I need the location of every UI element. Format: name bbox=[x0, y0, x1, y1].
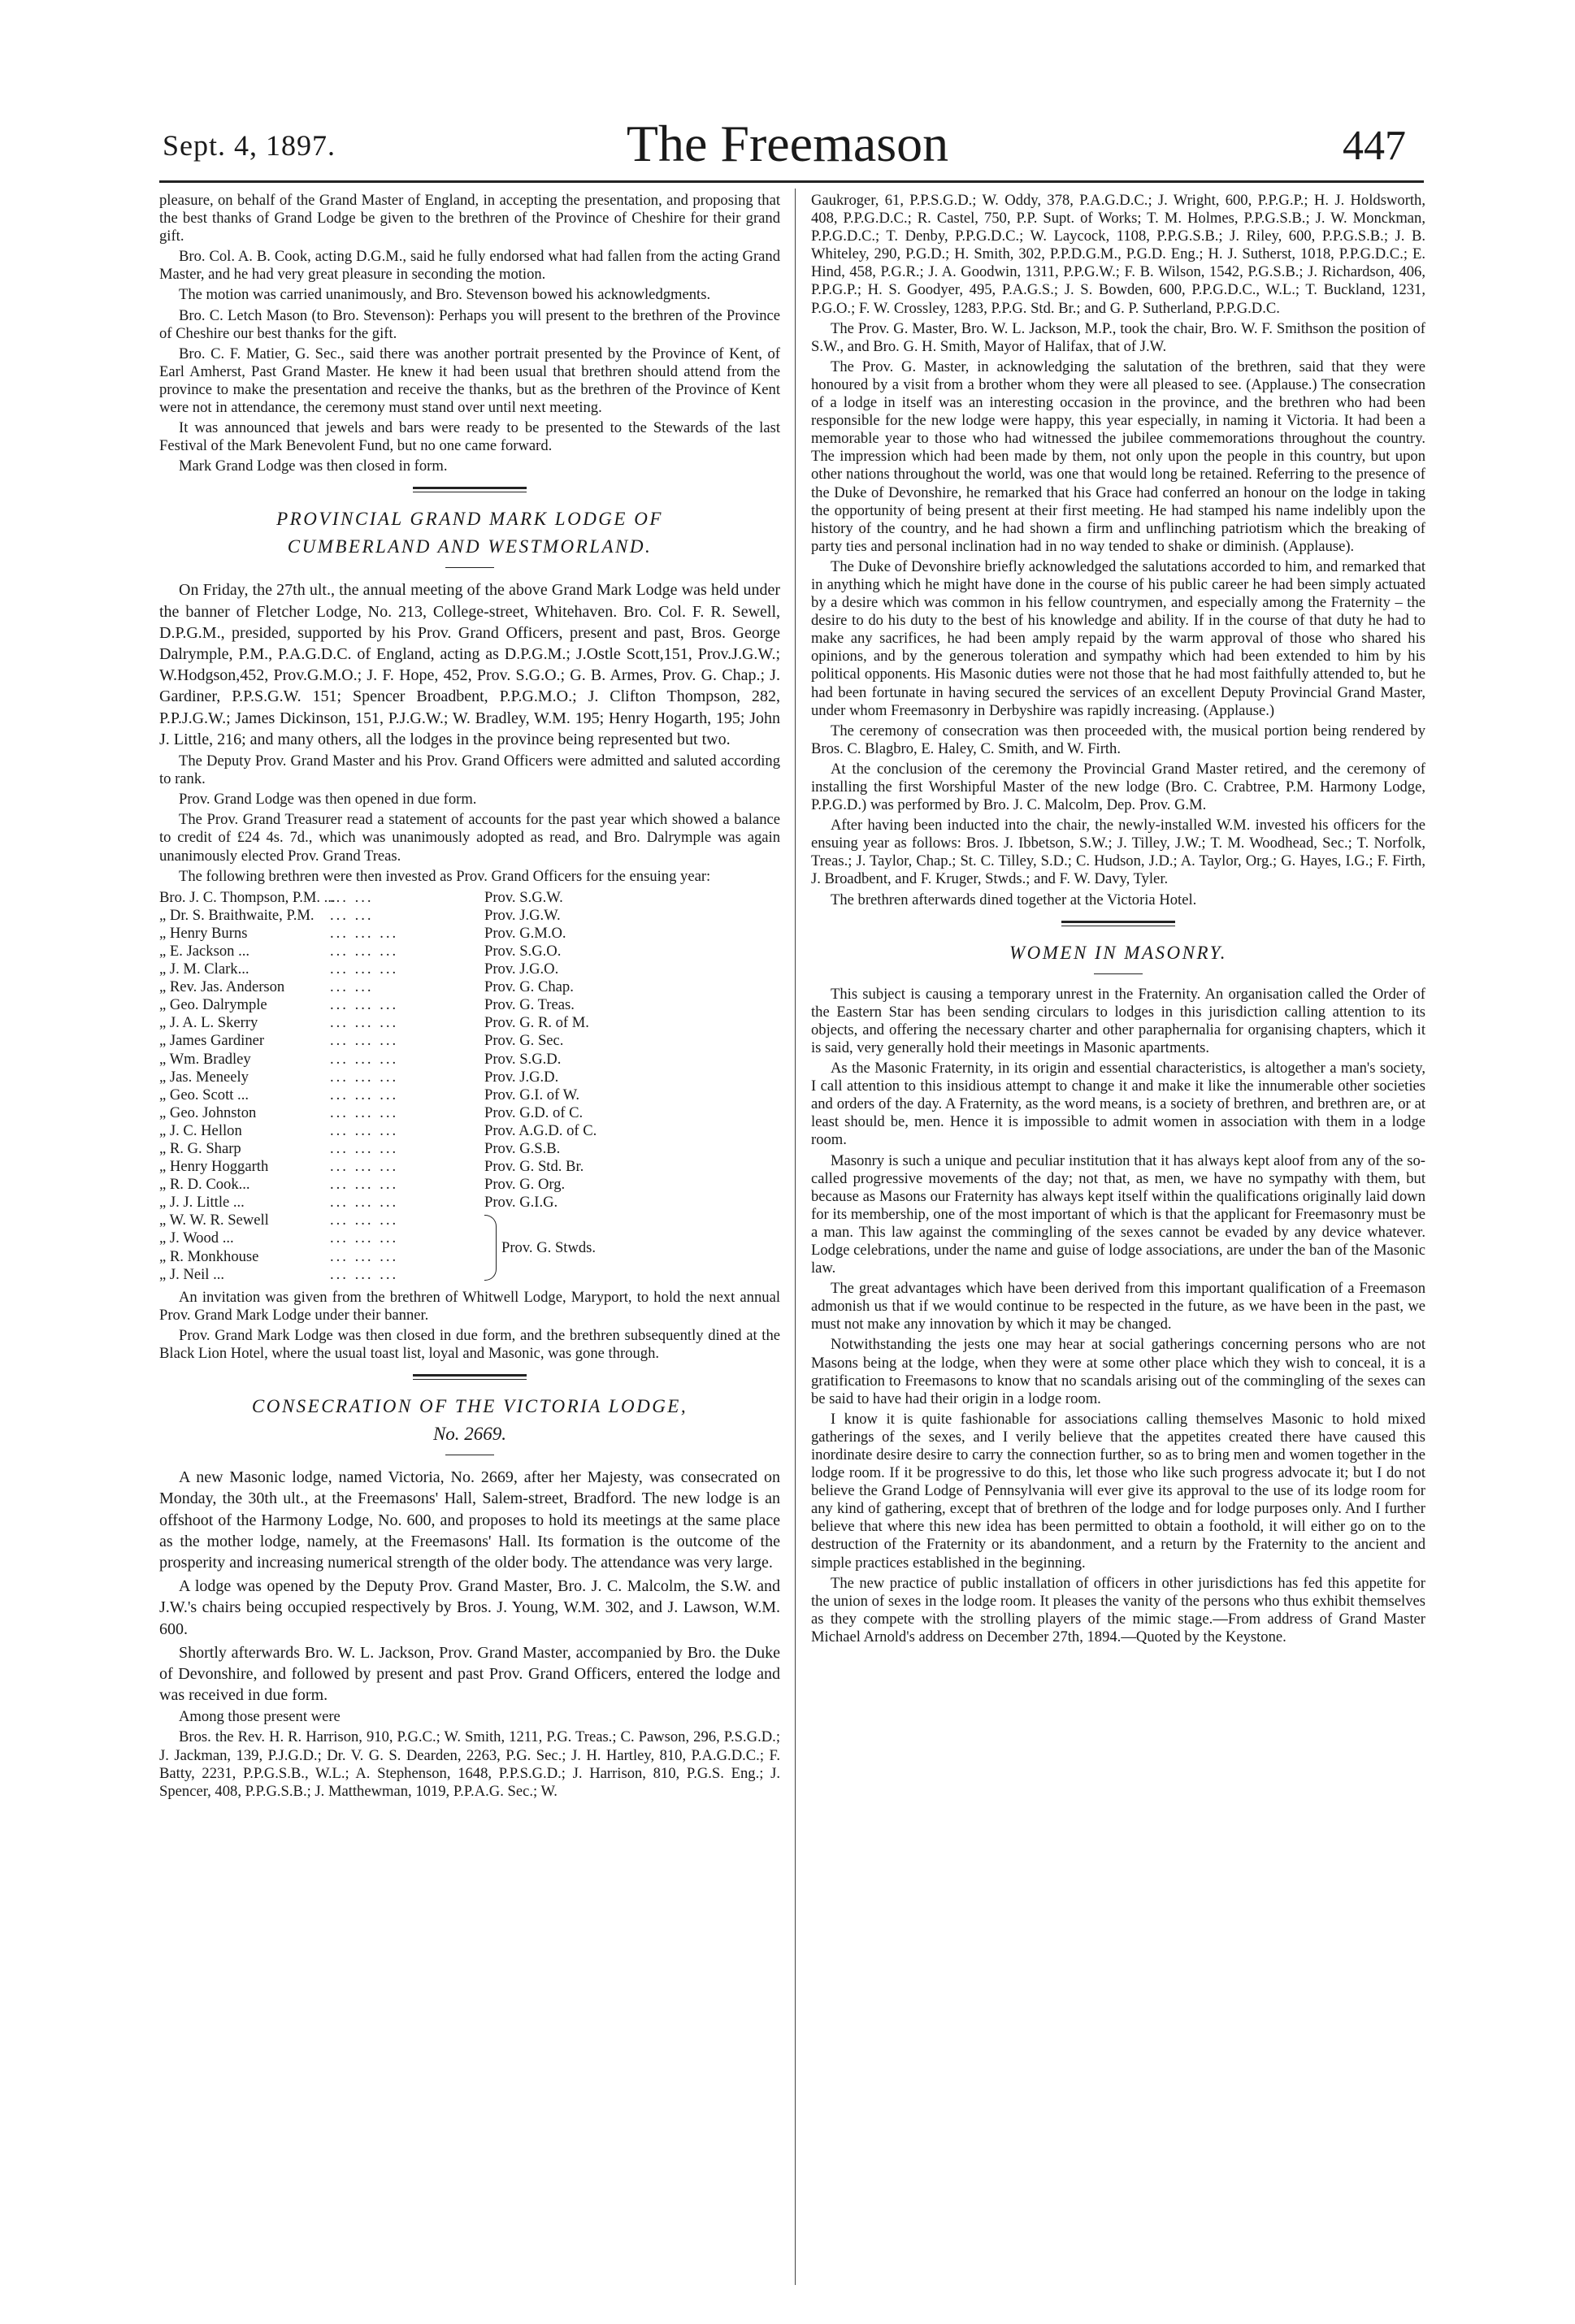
paragraph: A new Masonic lodge, named Victoria, No. 2669, after her Majesty, was consecrated on Monday, the 30th ult., at the Freemasons' Hall, Salem-street, Bradford. The new lodge is an offshoot of the Harmony Lodge, No. 600, and proposes to hold its meetings at the same place as the mother lodge, namely, at the Freemasons' Hall. Its formation is the outcome of the prosperity and increasing numerical strength of the older body. The attendance was very large. bbox=[159, 1468, 780, 1572]
paragraph: Bros. the Rev. H. R. Harrison, 910, P.G.C.; W. Smith, 1211, P.G. Treas.; C. Pawson, 296, P.S.G.D.; J. Jackman, 139, P.J.G.D.; Dr. V. G. S. Dearden, 2263, P.G. Sec.; J. H. Hartley, 810, P.A.G.D.C.; F. Batty, 2231, P.P.G.S.B., W.L.; A. Stephenson, 1648, P.P.S.G.D.; J. Harrison, 810, P.G.S. Eng.; J. Spencer, 408, P.P.G.S.B.; J. Matthewman, 1019, P.P.A.G. Sec.; W. bbox=[159, 1728, 780, 1800]
officer-office: Prov. G.M.O. bbox=[484, 924, 566, 942]
section-heading: PROVINCIAL GRAND MARK LODGE OF bbox=[276, 509, 663, 530]
page-number: 447 bbox=[1343, 123, 1406, 169]
officer-office: Prov. G. Std. Br. bbox=[484, 1158, 584, 1176]
officer-office: Prov. S.G.D. bbox=[484, 1050, 562, 1068]
paragraph: Bro. Col. A. B. Cook, acting D.G.M., said he fully endorsed what had fallen from the acting Grand Master, and he had very great pleasure in seconding the motion. bbox=[159, 248, 780, 284]
section-heading: CONSECRATION OF THE VICTORIA LODGE, bbox=[251, 1396, 688, 1417]
paragraph: At the conclusion of the ceremony the Provincial Grand Master retired, and the ceremony of installing the first Worshipful Master of the new lodge (Bro. C. Crabtree, P.M. Harmony Lodge, P.P.G.D.) was performed by Bro. J. C. Malcolm, Dep. Prov. G.M. bbox=[811, 760, 1425, 814]
officer-row bbox=[159, 1086, 780, 1104]
leader-dots: ... ... ... bbox=[330, 1014, 399, 1032]
officer-row bbox=[159, 978, 780, 996]
paragraph: Prov. Grand Mark Lodge was then closed in due form, and the brethren subsequently dined at the Black Lion Hotel, where the usual toast list, loyal and Masonic, was gone through. bbox=[159, 1326, 780, 1363]
officer-name: „ Geo. Johnston bbox=[159, 1103, 257, 1121]
leader-dots: ... ... ... bbox=[330, 1229, 399, 1247]
paragraph: This subject is causing a temporary unrest in the Fraternity. An organisation called the Order of the Eastern Star has been sending circulars to lodges in this jurisdiction calling attention to its objects, and offering the necessary charter and other paraphernalia for organising chapters, which it is said, very generally hold their meetings in Masonic apartments. bbox=[811, 985, 1425, 1056]
leader-dots: ... ... ... bbox=[330, 1068, 399, 1086]
officer-name: „ James Gardiner bbox=[159, 1032, 265, 1050]
leader-dots: ... ... bbox=[330, 906, 374, 924]
officer-name: „ R. D. Cook... bbox=[159, 1176, 250, 1194]
officer-row bbox=[159, 1248, 484, 1266]
right-column bbox=[811, 192, 1425, 1649]
paragraph: I know it is quite fashionable for associations calling themselves Masonic to hold mixed gatherings of the sexes, and I verily believe that the appetites created there have caused this inordinate desire desire to carry the connection further, so as to bring men and women together in the lodge room. If it be progressive to do this, let those who like such progress advocate it; but I do not believe the Grand Lodge of Pennsylvania will ever give its approval to the use of its lodge room for any kind of gathering, except that of brethren of the lodge and for lodge purposes only. And I further believe that where this new idea has been permitted to obtain a foothold, it will either go on to the destruction of the Fraternity or its abandonment, and a return by the Fraternity to the ancient and simple practices established in the beginning. bbox=[811, 1410, 1425, 1572]
officer-name: „ Rev. Jas. Anderson bbox=[159, 978, 285, 996]
officer-name: „ J. Wood ... bbox=[159, 1229, 234, 1247]
officer-name: „ J. C. Hellon bbox=[159, 1121, 242, 1139]
paragraph: As the Masonic Fraternity, in its origin and essential characteristics, is altogether a man's society, I call attention to this insidious attempt to change it and make it like the innumerable other societies and orders of the day. A Fraternity, as the word means, is a society of brethren, and brethren are, or at least should be, men. Hence it is impossible to admit women in association with them in a lodge room. bbox=[811, 1060, 1425, 1149]
section-heading: WOMEN IN MASONRY. bbox=[1009, 942, 1228, 963]
paragraph: The new practice of public installation of officers in other jurisdictions has fed this appetite for the union of sexes in the lodge room. It pleases the vanity of the persons who thus exhibit themselves as they compete with the strolling players of the mimic stage.—From address of Grand Master Michael Arnold's address on December 27th, 1894.—Quoted by the Keystone. bbox=[811, 1574, 1425, 1645]
officer-name: „ J. J. Little ... bbox=[159, 1194, 245, 1212]
header-rule bbox=[159, 180, 1424, 183]
officer-office: Prov. G. Treas. bbox=[484, 996, 575, 1014]
paragraph: After having been inducted into the chair, the newly-installed W.M. invested his officers for the ensuing year as follows: Bros. J. Ibbetson, S.W.; J. Tilley, J.W.; T. M. Woodhead, Sec.; T. Norfolk, Treas.; J. Taylor, Chap.; St. C. Tilley, S.D.; C. Hudson, J.D.; A. Taylor, Org.; G. Hayes, I.G.; F. Firth, J. Broadbent, and F. Kruger, Stwds.; and F. W. Davy, Tyler. bbox=[811, 817, 1425, 888]
officer-row bbox=[159, 943, 780, 960]
officer-office: Prov. A.G.D. of C. bbox=[484, 1121, 597, 1139]
paragraph: The motion was carried unanimously, and Bro. Stevenson bowed his acknowledgments. bbox=[179, 286, 711, 304]
leader-dots: ... ... ... bbox=[330, 1176, 399, 1194]
paragraph: The ceremony of consecration was then proceeded with, the musical portion being rendered by Bros. C. Blagbro, E. Haley, C. Smith, and W. Firth. bbox=[811, 722, 1425, 757]
paragraph: pleasure, on behalf of the Grand Master of England, in accepting the presentation, and proposing that the best thanks of Grand Lodge be given to the brethren of the Province of Cheshire for their grand gift. bbox=[159, 192, 780, 245]
leader-dots: ... ... ... bbox=[330, 1194, 399, 1212]
officer-office: Prov. G.D. of C. bbox=[484, 1103, 584, 1121]
section-divider bbox=[413, 1374, 527, 1380]
officer-name: „ Wm. Bradley bbox=[159, 1050, 251, 1068]
brace-bracket bbox=[484, 1215, 497, 1280]
leader-dots: ... ... ... bbox=[330, 1121, 399, 1139]
officer-row bbox=[159, 996, 780, 1014]
paragraph: The Prov. Grand Treasurer read a statement of accounts for the past year which showed a balance to credit of £24 4s. 7d., which was unanimously adopted as read, and Bro. Dalrymple was again unanimously elected Prov. Grand Treas. bbox=[159, 811, 780, 865]
paragraph: Among those present were bbox=[179, 1708, 341, 1726]
masthead-title: The Freemason bbox=[626, 115, 949, 172]
paragraph: The Duke of Devonshire briefly acknowledged the salutations accorded to him, and remarked that in anything which he might have done in the course of his public career he had been simply actuated by a desire which was common in his fellow countrymen, and especially among the Fraternity – the desire to do his duty to the best of his knowledge and ability. If in the course of that duty he had to make any sacrifices, he had been amply repaid by the warm approval of those who shared his opinions, and by the generous toleration and sympathy which had been extended to him by his political opponents. His Masonic duties were not those that he had most faithfully attended to, but he had been fortunate in having secured the services of an excellent Deputy Provincial Grand Master, under whom Freemasonry in Derbyshire was rapidly increasing. (Applause.) bbox=[811, 557, 1425, 719]
officer-office: Prov. G. Sec. bbox=[484, 1032, 564, 1050]
paragraph: The Deputy Prov. Grand Master and his Prov. Grand Officers were admitted and saluted according to rank. bbox=[159, 752, 780, 788]
paragraph: The Prov. G. Master, in acknowledging the salutation of the brethren, said that they were honoured by a visit from a brother whom they were all pleased to see. (Applause.) The consecration of a lodge in itself was an interesting occasion in the province, and the brethren who had been responsible for the new lodge were happy, this year especially, in naming it Victoria. It had been a memorable year to those who had witnessed the jubilee commemorations throughout the country. The impression which had been made by them, not only upon the people in this country, but upon other nations throughout the world, was one that would long be retained. Referring to the presence of the Duke of Devonshire, he remarked that his Grace had conferred an honour on the lodge in taking the opportunity of being present at their first meeting. He had stamped his name indelibly upon the history of the country, and he had shown a firm and unflinching patriotism which the breaking of party ties and personal inclination had in no way tended to shake or diminish. (Applause). bbox=[811, 358, 1425, 555]
officer-row bbox=[159, 1051, 780, 1069]
officer-row bbox=[159, 1104, 780, 1122]
officer-office: Prov. J.G.D. bbox=[484, 1068, 559, 1086]
section-divider bbox=[1061, 921, 1175, 926]
officer-row bbox=[159, 1266, 484, 1284]
officer-office: Prov. J.G.O. bbox=[484, 960, 559, 978]
column-divider bbox=[795, 189, 796, 2285]
leader-dots: ... ... ... bbox=[330, 1032, 399, 1050]
officer-name: Bro. J. C. Thompson, P.M. ... bbox=[159, 888, 336, 906]
officer-row bbox=[159, 889, 780, 907]
officer-name: „ J. A. L. Skerry bbox=[159, 1014, 258, 1032]
stewards-group bbox=[159, 1212, 780, 1283]
officer-row bbox=[159, 1140, 780, 1158]
officer-name: „ J. M. Clark... bbox=[159, 960, 249, 978]
officer-row bbox=[159, 1229, 484, 1247]
leader-dots: ... ... ... bbox=[330, 942, 399, 960]
paragraph: An invitation was given from the brethren of Whitwell Lodge, Maryport, to hold the next annual Prov. Grand Mark Lodge under their banner. bbox=[159, 1288, 780, 1324]
officer-name: „ E. Jackson ... bbox=[159, 942, 250, 960]
leader-dots: ... ... ... bbox=[330, 1140, 399, 1157]
paragraph: Notwithstanding the jests one may hear at social gatherings concerning persons who are not Masons being at the lodge, when they were at some other place which they wish to conceal, it is a gratification to Freemasons to know that no scandals arising out of the commingling of the sexes can be said to have had their origin in a lodge room. bbox=[811, 1336, 1425, 1407]
issue-date: Sept. 4, 1897. bbox=[163, 129, 336, 162]
officer-office: Prov. G. Chap. bbox=[484, 978, 574, 996]
leader-dots: ... ... ... bbox=[330, 1247, 399, 1265]
leader-dots: ... ... ... bbox=[330, 924, 399, 942]
officer-name: „ Geo. Dalrymple bbox=[159, 996, 267, 1014]
left-column bbox=[159, 192, 780, 1803]
officer-row bbox=[159, 960, 780, 978]
paragraph: The following brethren were then invested as Prov. Grand Officers for the ensuing year: bbox=[179, 867, 711, 885]
paragraph: Bro. C. F. Matier, G. Sec., said there was another portrait presented by the Province of Kent, of Earl Amherst, Past Grand Master. He knew it had been usual that brethren should attend from the province to make the presentation and receive the thanks, but as the brethren of the Province of Kent were not in attendance, the ceremony must stand over until next meeting. bbox=[159, 345, 780, 417]
paragraph: Prov. Grand Lodge was then opened in due form. bbox=[179, 791, 477, 809]
paragraph: On Friday, the 27th ult., the annual meeting of the above Grand Mark Lodge was held under the banner of Fletcher Lodge, No. 213, College-street, Whitehaven. Bro. Col. F. R. Sewell, D.P.G.M., presided, supported by his Prov. Grand Officers, present and past, Bros. George Dalrymple, P.M., P.A.G.D.C. of England, acting as D.P.G.M.; J.Ostle Scott,151, Prov.J.G.W.; W.Hodgson,452, Prov.G.M.O.; J. F. Hope, 452, Prov. S.G.O.; G. B. Armes, Prov. G. Chap.; J. Gardiner, P.P.S.G.W. 151; Spencer Broadbent, P.P.G.M.O.; J. Clifton Thompson, 282, P.P.J.G.W.; James Dickinson, 151, P.J.G.W.; W. Bradley, W.M. 195; Henry Hogarth, 195; John J. Little, 216; and many others, all the lodges in the province being represented but two. bbox=[159, 581, 780, 748]
officer-row bbox=[159, 1158, 780, 1176]
stewards-names bbox=[159, 1212, 484, 1283]
leader-dots: ... ... ... bbox=[330, 1212, 399, 1229]
leader-dots: ... ... ... bbox=[330, 996, 399, 1014]
officer-name: „ R. G. Sharp bbox=[159, 1140, 241, 1157]
leader-dots: ... ... bbox=[330, 978, 374, 996]
officer-row bbox=[159, 1194, 780, 1212]
section-heading: CUMBERLAND AND WESTMORLAND. bbox=[287, 536, 653, 557]
officer-name: „ J. Neil ... bbox=[159, 1265, 225, 1283]
officer-name: „ Dr. S. Braithwaite, P.M. bbox=[159, 906, 315, 924]
officer-office: Prov. G.I.G. bbox=[484, 1194, 558, 1212]
officer-name: „ R. Monkhouse bbox=[159, 1247, 259, 1265]
officer-office: Prov. G.I. of W. bbox=[484, 1086, 580, 1103]
officer-office: Prov. S.G.W. bbox=[484, 888, 563, 906]
officer-row bbox=[159, 1032, 780, 1050]
paragraph: The Prov. G. Master, Bro. W. L. Jackson, M.P., took the chair, Bro. W. F. Smithson the position of S.W., and Bro. G. H. Smith, Mayor of Halifax, that of J.W. bbox=[811, 319, 1425, 355]
paragraph: Gaukroger, 61, P.P.S.G.D.; W. Oddy, 378, P.A.G.D.C.; J. Wright, 600, P.P.G.P.; H. J. Holdsworth, 408, P.P.G.D.C.; R. Castel, 750, P.P. Supt. of Works; T. M. Holmes, P.P.G.S.B.; J. W. Monckman, P.P.G.D.C.; T. Denby, P.P.G.D.C.; W. Laycock, 1108, P.P.G.S.B.; J. Riley, 600, P.P.G.S.B.; J. B. Whiteley, 290, P.G.D.; H. Smith, 302, P.P.D.G.M., P.G.D. Eng.; H. J. Sutherst, 1018, P.P.G.D.C.; E. Hind, 458, P.G.R.; J. A. Goodwin, 1311, P.P.G.W.; F. B. Wilson, 1542, P.G.S.B.; J. Richardson, 406, P.P.G.P.; H. S. Goodyer, 495, P.A.G.S.; J. S. Bowden, 600, P.P.G.D.C., W.L.; T. Buckland, 1231, P.G.O.; F. W. Crossley, 1283, P.P.G. Std. Br.; and G. P. Sutherland, P.P.G.D.C. bbox=[811, 192, 1425, 317]
officer-office: Prov. G. R. of M. bbox=[484, 1014, 589, 1032]
officer-office: Prov. J.G.W. bbox=[484, 906, 561, 924]
officer-row bbox=[159, 1069, 780, 1086]
paragraph: Bro. C. Letch Mason (to Bro. Stevenson): Perhaps you will present to the brethren of the Province of Cheshire our best thanks for the gift. bbox=[159, 306, 780, 342]
officer-name: „ Geo. Scott ... bbox=[159, 1086, 249, 1103]
officer-row bbox=[159, 925, 780, 943]
leader-dots: ... ... ... bbox=[330, 960, 399, 978]
officer-row bbox=[159, 1014, 780, 1032]
officer-name: „ Henry Burns bbox=[159, 924, 248, 942]
officer-row bbox=[159, 1212, 484, 1229]
leader-dots: ... ... bbox=[330, 888, 374, 906]
paragraph: Masonry is such a unique and peculiar institution that it has always kept aloof from any of the so-called progressive movements of the day; not that, as men, we have no sympathy with them, but because as Masons our Fraternity has always kept itself within the qualifications originally laid down for its membership, one of the most important of which is that the applicant for Freemasonry must be a man. This law against the commingling of the sexes cannot be evaded by any device whatever. Lodge celebrations, under the name and guise of lodge associations, are under the ban of the Masonic law. bbox=[811, 1151, 1425, 1277]
paragraph: Shortly afterwards Bro. W. L. Jackson, Prov. Grand Master, accompanied by Bro. the Duke of Devonshire, and followed by present and past Prov. Grand Officers, entered the lodge and was received in due form. bbox=[159, 1643, 780, 1705]
section-divider bbox=[413, 487, 527, 492]
officer-row bbox=[159, 1176, 780, 1194]
officers-list bbox=[159, 889, 780, 1284]
officer-name: „ Henry Hoggarth bbox=[159, 1158, 269, 1176]
paragraph: It was announced that jewels and bars were ready to be presented to the Stewards of the last Festival of the Mark Benevolent Fund, but no one came forward. bbox=[159, 419, 780, 455]
officer-office: Prov. G.S.B. bbox=[484, 1140, 561, 1157]
paragraph: The brethren afterwards dined together at the Victoria Hotel. bbox=[831, 891, 1197, 908]
officer-name: „ Jas. Meneely bbox=[159, 1068, 249, 1086]
officer-office: Prov. G. Stwds. bbox=[501, 1238, 597, 1256]
paragraph: A lodge was opened by the Deputy Prov. Grand Master, Bro. J. C. Malcolm, the S.W. and J.W.'s chairs being occupied respectively by Bros. J. Young, W.M. 302, and J. Lawson, W.M. 600. bbox=[159, 1577, 780, 1638]
heading-rule bbox=[1094, 973, 1143, 974]
leader-dots: ... ... ... bbox=[330, 1158, 399, 1176]
leader-dots: ... ... ... bbox=[330, 1050, 399, 1068]
officer-office: Prov. G. Org. bbox=[484, 1176, 566, 1194]
section-subheading: No. 2669. bbox=[432, 1424, 507, 1445]
officer-row bbox=[159, 907, 780, 925]
paragraph: Mark Grand Lodge was then closed in form. bbox=[179, 457, 448, 475]
leader-dots: ... ... ... bbox=[330, 1103, 399, 1121]
leader-dots: ... ... ... bbox=[330, 1086, 399, 1103]
paragraph: The great advantages which have been derived from this important qualification of a Freemason admonish us that if we would continue to be respected in the future, as we have been in the past, we must not make any innovation by which it may be changed. bbox=[811, 1280, 1425, 1333]
officer-row bbox=[159, 1122, 780, 1140]
officer-office: Prov. S.G.O. bbox=[484, 942, 562, 960]
heading-rule bbox=[445, 567, 494, 568]
officer-name: „ W. W. R. Sewell bbox=[159, 1212, 269, 1229]
leader-dots: ... ... ... bbox=[330, 1265, 399, 1283]
